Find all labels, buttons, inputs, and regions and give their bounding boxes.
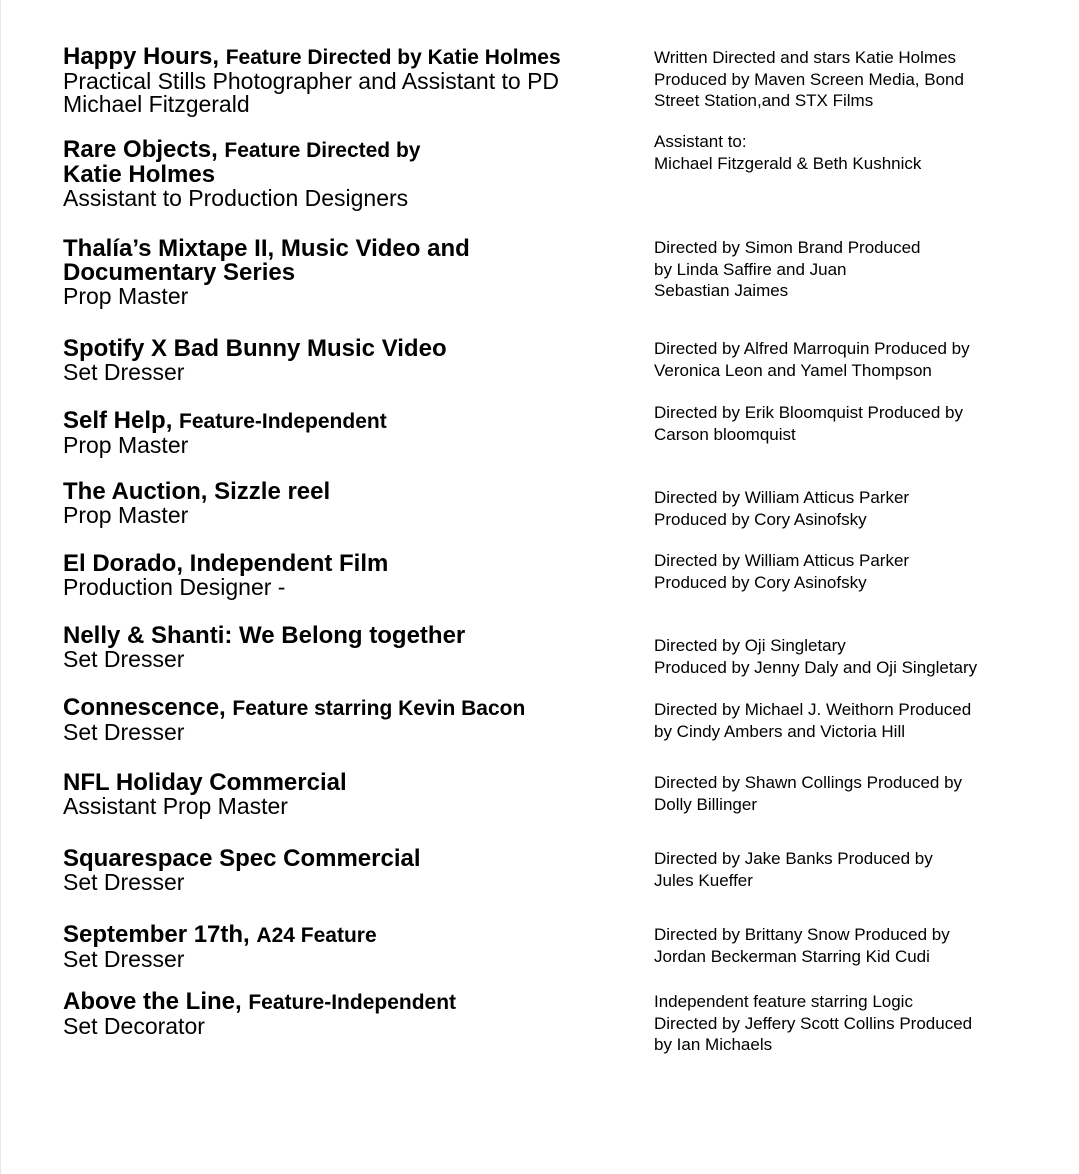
credit-role: Set Dresser [63, 646, 185, 672]
credit-role: Set Dresser [63, 359, 185, 385]
credit-details: Directed by Oji Singletary Produced by Jenny Daly and Oji Singletary [654, 636, 978, 677]
credit-details: Directed by Shawn Collings Produced by Dolly Billinger [654, 773, 963, 814]
credit-title: The Auction, Sizzle reel [63, 478, 331, 505]
credit-details: Directed by Alfred Marroquin Produced by Veronica Leon and Yamel Thompson [654, 339, 970, 380]
credit-left [63, 45, 623, 116]
credit-role: Assistant Prop Master [63, 793, 288, 819]
credit-details: Directed by Michael J. Weithorn Produced by Cindy Ambers and Victoria Hill [654, 700, 972, 741]
credit-details: Directed by Simon Brand Produced by Linda Saffire and Juan Sebastian Jaimes [654, 238, 921, 300]
credit-left [63, 990, 623, 1038]
credit-title: Connescence, Feature starring Kevin Bacon [63, 694, 526, 721]
credit-role: Prop Master [63, 432, 189, 458]
credit-details: Assistant to: Michael Fitzgerald & Beth Kushnick [654, 132, 922, 173]
credit-left [63, 480, 623, 527]
credit-left [63, 552, 623, 599]
credit-title: Happy Hours, Feature Directed by Katie Holmes [63, 43, 561, 70]
credit-details: Directed by Brittany Snow Produced by Jordan Beckerman Starring Kid Cudi [654, 925, 950, 966]
credit-left [63, 409, 623, 457]
credit-title: Self Help, Feature-Independent [63, 407, 387, 434]
credit-role: Set Dresser [63, 719, 185, 745]
credit-left [63, 138, 623, 210]
credit-title: Rare Objects, Feature Directed by [63, 136, 421, 163]
credit-role: Prop Master [63, 283, 189, 309]
credit-details: Directed by Jake Banks Produced by Jules Kueffer [654, 849, 933, 890]
credit-role: Michael Fitzgerald [63, 91, 250, 117]
credit-role: Practical Stills Photographer and Assistant to PD [63, 68, 560, 94]
credit-title: Squarespace Spec Commercial [63, 845, 421, 872]
credit-role: Set Dresser [63, 946, 185, 972]
credit-left [63, 237, 623, 308]
credit-title: El Dorado, Independent Film [63, 550, 389, 577]
credit-details: Written Directed and stars Katie Holmes Produced by Maven Screen Media, Bond Street Station,and STX Films [654, 48, 964, 110]
credit-role: Production Designer - [63, 574, 286, 600]
credit-title: Thalía’s Mixtape II, Music Video and [63, 235, 470, 262]
credit-title: Above the Line, Feature-Independent [63, 988, 457, 1015]
credit-details: Directed by Erik Bloomquist Produced by Carson bloomquist [654, 403, 963, 444]
credit-title: Nelly & Shanti: We Belong together [63, 622, 466, 649]
credit-title: Spotify X Bad Bunny Music Video [63, 335, 447, 362]
credit-details: Independent feature starring Logic Directed by Jeffery Scott Collins Produced by Ian Michaels [654, 992, 973, 1054]
credit-left [63, 696, 623, 744]
credit-title-line2: Documentary Series [63, 259, 296, 286]
credit-left [63, 923, 623, 971]
credit-role: Set Dresser [63, 869, 185, 895]
credit-left [63, 337, 623, 384]
credit-left [63, 847, 623, 894]
credit-left [63, 771, 623, 818]
credit-role: Set Decorator [63, 1013, 205, 1039]
credit-title: September 17th, A24 Feature [63, 921, 377, 948]
credit-role: Assistant to Production Designers [63, 185, 409, 211]
credit-title-line2: Katie Holmes [63, 161, 216, 188]
credit-title: NFL Holiday Commercial [63, 769, 347, 796]
credit-details: Directed by William Atticus Parker Produced by Cory Asinofsky [654, 551, 910, 592]
credit-details: Directed by William Atticus Parker Produced by Cory Asinofsky [654, 488, 910, 529]
credit-role: Prop Master [63, 502, 189, 528]
credit-left [63, 624, 623, 671]
